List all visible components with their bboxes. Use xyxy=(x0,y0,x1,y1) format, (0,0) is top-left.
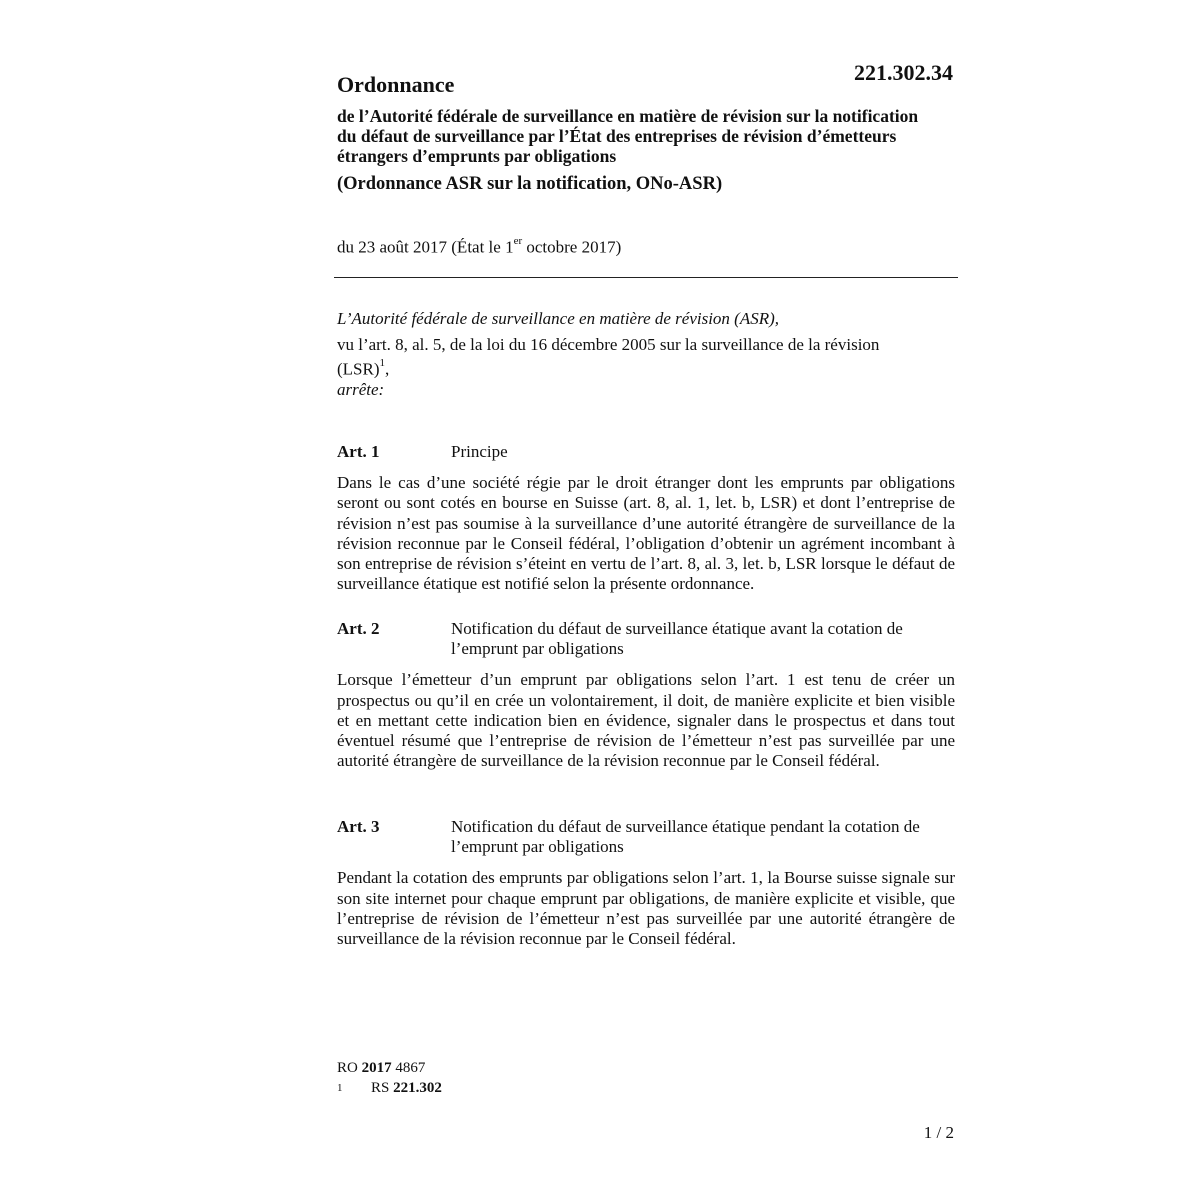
date-prefix: du 23 août 2017 (État le 1 xyxy=(337,237,514,257)
article-title: Notification du défaut de surveillance étatique avant la cotation de l’emprunt par obligations xyxy=(451,619,903,659)
article-heading xyxy=(337,442,955,462)
ro-page: 4867 xyxy=(391,1060,426,1076)
sr-number: 221.302.34 xyxy=(854,60,953,85)
footnote-reference[interactable]: 1 xyxy=(379,357,385,369)
preamble xyxy=(337,309,957,400)
rs-prefix: RS xyxy=(371,1080,394,1096)
article-body: Pendant la cotation des emprunts par obligations selon l’art. 1, la Bourse suisse signale sur son site internet pour chaque emprunt par obligations, de manière explicite et visible, que l’entreprise de révision de l’émetteur n’est pas surveillée par une autorité étrangère de surveillance de la révision reconnue par le Conseil fédéral. xyxy=(337,868,955,949)
page-number: 1 / 2 xyxy=(923,1123,954,1142)
date-superscript: er xyxy=(513,235,523,247)
header-divider xyxy=(334,277,958,278)
article-1 xyxy=(337,442,955,594)
ro-prefix: RO xyxy=(337,1060,362,1076)
article-body: Dans le cas d’une société régie par le droit étranger dont les emprunts par obligations seront ou sont cotés en bourse en Suisse (art. 8, al. 1, let. b, LSR) et dont l’entreprise de révision n’est pas soumise à la surveillance d’une autorité étrangère de surveillance de la révision reconnue par le Conseil fédéral, l’obligation d’obtenir un agrément incombant à son entreprise de révision s’éteint en vertu de l’art. 8, al. 3, let. b, LSR lorsque le défaut de surveillance étatique est notifié selon la présente ordonnance. xyxy=(337,473,955,594)
article-2 xyxy=(337,619,955,771)
article-title: Principe xyxy=(451,442,508,461)
document-subtitle: de l’Autorité fédérale de surveillance en matière de révision sur la notification du défaut de surveillance par l’État des entreprises de révision d’émetteurs étrangers d’emprunts par obligations xyxy=(337,106,919,166)
article-heading xyxy=(337,619,955,659)
article-body: Lorsque l’émetteur d’un emprunt par obligations selon l’art. 1 est tenu de créer un prospectus ou qu’il en crée un volontairement, il doit, de manière explicite et bien visible et en mettant cette indication bien en évidence, signaler dans le prospectus et dans tout éventuel résumé que l’entreprise de révision de l’émetteur n’est pas surveillée par une autorité étrangère de surveillance de la révision reconnue par le Conseil fédéral. xyxy=(337,670,955,771)
article-heading xyxy=(337,817,955,857)
legal-basis-text: vu l’art. 8, al. 5, de la loi du 16 décembre 2005 sur la surveillance de la révision (LSR) xyxy=(337,335,880,379)
ro-reference xyxy=(337,1058,442,1078)
document-page xyxy=(337,0,957,1200)
footnote-1 xyxy=(337,1078,442,1098)
ro-year: 2017 xyxy=(361,1060,392,1076)
article-title: Notification du défaut de surveillance étatique pendant la cotation de l’emprunt par obligations xyxy=(451,817,920,857)
footnote-mark: 1 xyxy=(337,1082,343,1094)
article-3 xyxy=(337,817,955,949)
short-title: (Ordonnance ASR sur la notification, ONo-ASR) xyxy=(337,174,723,194)
date-line xyxy=(337,237,621,258)
preamble-authority: L’Autorité fédérale de surveillance en matière de révision (ASR), xyxy=(337,309,780,328)
rs-number: 221.302 xyxy=(393,1080,442,1096)
preamble-decree: arrête: xyxy=(337,379,385,399)
preamble-legal-basis xyxy=(337,335,922,380)
article-number: Art. 1 xyxy=(337,442,380,461)
article-number: Art. 3 xyxy=(337,817,380,836)
footer-references xyxy=(337,1058,442,1098)
date-suffix: octobre 2017) xyxy=(522,237,622,257)
article-number: Art. 2 xyxy=(337,619,380,638)
legal-basis-end: , xyxy=(385,359,390,379)
document-title: Ordonnance xyxy=(337,72,455,97)
